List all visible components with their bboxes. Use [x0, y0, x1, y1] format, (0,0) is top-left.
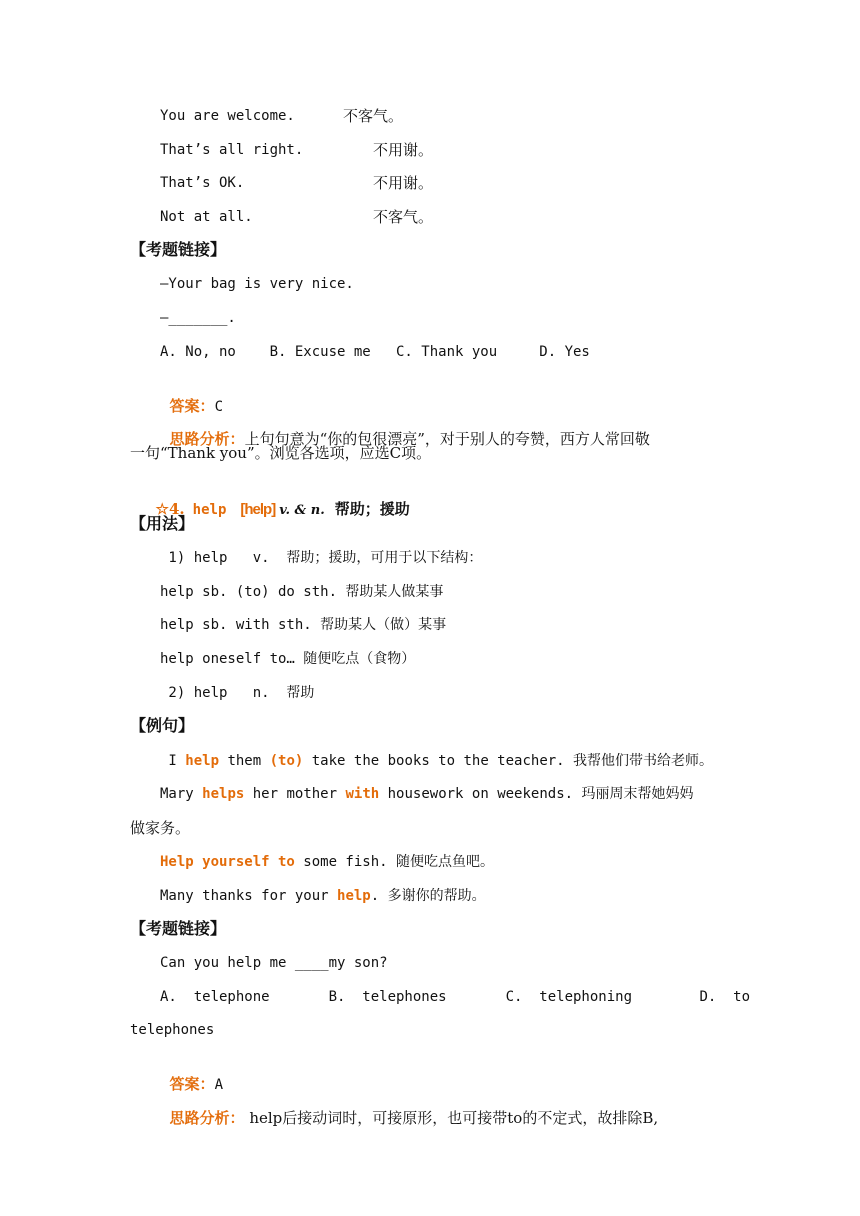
- exam-link-heading: 【考题链接】: [130, 240, 227, 259]
- greeting-en-4: Not at all.: [160, 209, 253, 225]
- ex1-e: take the books to the teacher. 我帮他们带书给老师。: [303, 753, 714, 769]
- greeting-zh-2: 不用谢。: [373, 141, 434, 159]
- question-options: A. No, no B. Excuse me C. Thank you D. Yes: [160, 344, 590, 360]
- answer-label: 答案：: [169, 397, 215, 415]
- analysis-line-3: [160, 1088, 658, 1128]
- example-sentence-1: [160, 751, 713, 771]
- question-line-1: —Your bag is very nice.: [160, 276, 354, 292]
- usage-line-1: 1) help v. 帮助；援助，可用于以下结构：: [160, 550, 483, 566]
- analysis-text-1: 上句句意为“你的包很漂亮”，对于别人的夸赞，西方人常回敬: [244, 430, 650, 448]
- entry-phonetic: [help]: [240, 501, 276, 518]
- greeting-zh-3: 不用谢。: [373, 174, 434, 192]
- ex4-e: . 多谢你的帮助。: [370, 888, 486, 904]
- greeting-en-2: That’s all right.: [160, 142, 304, 158]
- analysis-label: 思路分析：: [169, 430, 245, 448]
- question-2-options: A. telephone B. telephones C. telephoning D. to: [160, 989, 751, 1005]
- question-line-2: —_______.: [160, 310, 236, 326]
- ex1-c: them: [219, 753, 270, 769]
- answer-value: C: [214, 399, 223, 415]
- example-sentence-3: [160, 852, 494, 872]
- examples-heading: 【例句】: [130, 716, 195, 735]
- usage-line-4: help oneself to… 随便吃点（食物）: [160, 651, 416, 667]
- ex3-e: some fish. 随便吃点鱼吧。: [294, 854, 495, 870]
- entry-meaning: 帮助；援助: [334, 500, 410, 518]
- greeting-zh-4: 不客气。: [373, 208, 434, 226]
- example-sentence-2: [160, 784, 693, 804]
- usage-heading: 【用法】: [130, 514, 195, 533]
- entry-pos: v. & n.: [279, 503, 325, 518]
- question-2-options-cont: telephones: [130, 1022, 215, 1038]
- ex2-helps: helps: [202, 786, 245, 802]
- analysis-label-2: 思路分析：: [169, 1109, 245, 1127]
- ex1-a: I: [160, 753, 186, 769]
- usage-line-5: 2) help n. 帮助: [160, 685, 315, 701]
- ex4-help: help: [337, 888, 371, 904]
- star-number: ☆4.: [155, 500, 185, 518]
- greeting-en-1: You are welcome.: [160, 108, 295, 124]
- ex2-e: housework on weekends. 玛丽周末帮她妈妈: [379, 786, 694, 802]
- ex2-c: her mother: [244, 786, 346, 802]
- greeting-zh-1: 不客气。: [343, 107, 404, 125]
- ex2-with: with: [345, 786, 380, 802]
- answer-label-2: 答案：: [169, 1075, 215, 1093]
- question-2: Can you help me ____my son?: [160, 955, 388, 971]
- exam-link-heading-2: 【考题链接】: [130, 919, 227, 938]
- example-sentence-4: [160, 886, 486, 906]
- ex2-a: Mary: [160, 786, 203, 802]
- analysis-text-3: help后接动词时，可接原形，也可接带to的不定式，故排除B,: [244, 1109, 659, 1127]
- ex1-to: (to): [269, 753, 304, 769]
- ex4-a: Many thanks for your: [160, 888, 338, 904]
- entry-word: help: [192, 502, 227, 518]
- example-sentence-2-cont: 做家务。: [130, 819, 191, 837]
- analysis-line-2: 一句“Thank you”。浏览各选项，应选C项。: [130, 444, 432, 462]
- usage-line-2: help sb. (to) do sth. 帮助某人做某事: [160, 584, 444, 600]
- ex3-help-yourself: Help yourself to: [160, 854, 295, 870]
- usage-line-3: help sb. with sth. 帮助某人（做）某事: [160, 617, 447, 633]
- answer-value-2: A: [214, 1077, 223, 1093]
- ex1-help: help: [185, 753, 220, 769]
- greeting-en-3: That’s OK.: [160, 175, 245, 191]
